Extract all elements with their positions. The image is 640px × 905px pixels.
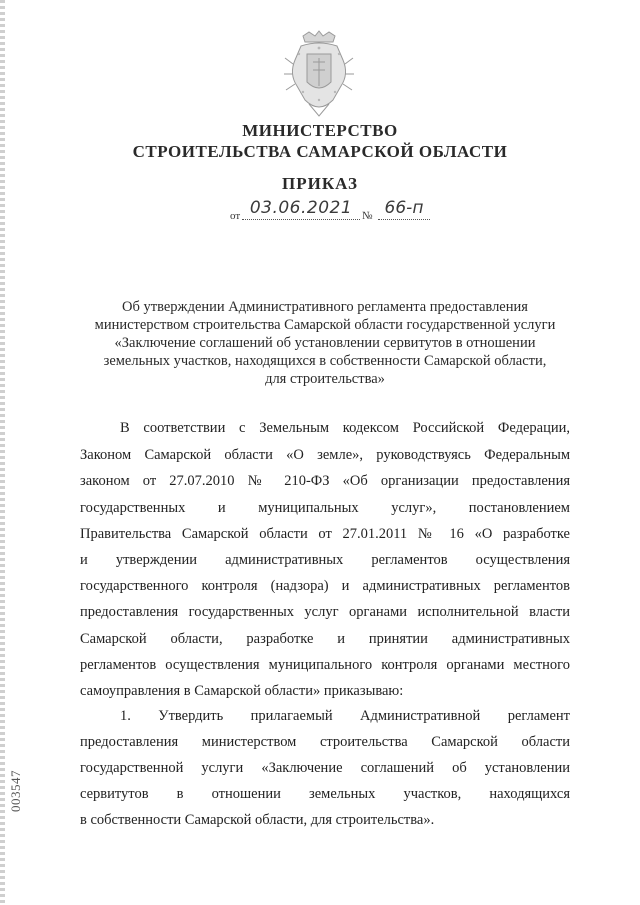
body-line: 1. Утвердить прилагаемый Административной регламент xyxy=(120,708,570,724)
title-line: для строительства» xyxy=(265,371,385,387)
body-line: в собственности Самарской области, для строительства». xyxy=(80,812,435,828)
order-date-number xyxy=(230,198,430,224)
body-line: Правительства Самарской области от 27.01.2011 № 16 «О разработке xyxy=(80,526,570,542)
order-date: 03.06.2021 xyxy=(242,198,360,220)
body-line: Самарской области, разработке и принятии административных xyxy=(80,631,570,647)
body-line: регламентов осуществления муниципального контроля органами местного xyxy=(80,657,570,673)
from-label: от xyxy=(230,210,241,222)
body-line: государственных и муниципальных услуг», постановлением xyxy=(80,500,570,516)
coat-of-arms-icon xyxy=(283,30,355,118)
title-line: Об утверждении Административного регламента предоставления xyxy=(122,299,528,315)
body-line: и утверждении административных регламентов осуществления xyxy=(80,552,570,568)
body-line: государственной услуги «Заключение соглашений об установлении xyxy=(80,760,570,776)
ministry-title: МИНИСТЕРСТВО xyxy=(242,121,398,140)
number-label: № xyxy=(362,210,373,222)
body-line: Законом Самарской области «О земле», руководствуясь Федеральным xyxy=(80,447,570,463)
body-line: государственного контроля (надзора) и административных регламентов xyxy=(80,578,570,594)
body-line: предоставления государственных услуг органами исполнительной власти xyxy=(80,604,570,620)
body-line: предоставления министерством строительства Самарской области xyxy=(80,734,570,750)
title-line: земельных участков, находящихся в собственности Самарской области, xyxy=(103,353,547,369)
body-line: законом от 27.07.2010 № 210-ФЗ «Об организации предоставления xyxy=(80,473,570,489)
body-line: В соответствии с Земельным кодексом Российской Федерации, xyxy=(120,420,570,436)
body-line: сервитутов в отношении земельных участков, находящихся xyxy=(80,786,570,802)
order-title xyxy=(80,298,570,388)
ministry-subtitle: СТРОИТЕЛЬСТВА САМАРСКОЙ ОБЛАСТИ xyxy=(132,142,508,161)
order-number: 66-п xyxy=(378,198,430,220)
registration-number: 003547 xyxy=(8,770,23,812)
document-type: ПРИКАЗ xyxy=(282,174,358,193)
title-line: министерством строительства Самарской области государственной услуги xyxy=(94,317,556,333)
title-line: «Заключение соглашений об установлении сервитутов в отношении xyxy=(114,335,536,351)
body-line: самоуправления в Самарской области» приказываю: xyxy=(80,683,404,699)
